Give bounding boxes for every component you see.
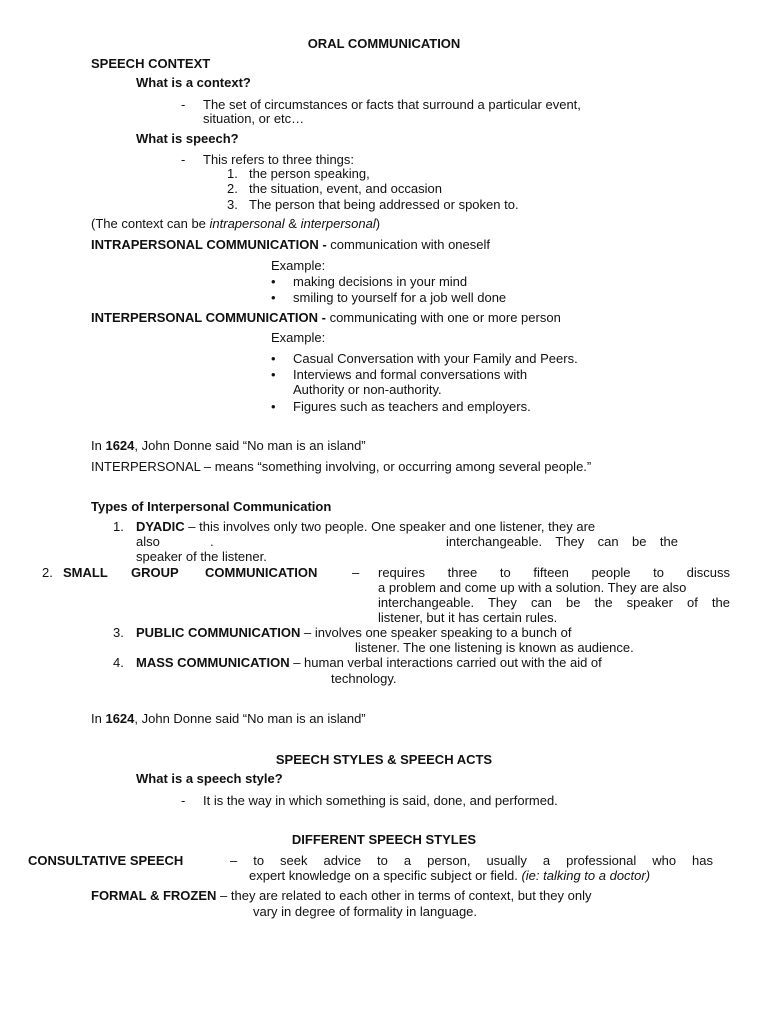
answer-speech-intro: This refers to three things: [203,152,355,167]
small-group-line1 [378,565,730,580]
consultative-line2 [249,868,650,883]
consultative-line2-text: expert knowledge on a specific subject or field. [249,868,522,883]
dyadic-line3: speaker of the listener. [136,549,267,564]
consultative-line1 [230,853,713,868]
quote-year: 1624 [105,438,135,453]
types-heading: Types of Interpersonal Communication [91,499,332,514]
quote-post: , John Donne said “No man is an island” [134,438,366,453]
small-group-word-1: SMALL [63,565,108,580]
context-note-pre: (The context can be [91,216,210,231]
list-item: • Figures such as teachers and employers. [293,399,531,414]
dyadic-line2c [446,534,678,549]
quote-pre: In [91,438,106,453]
small-group-line3 [378,595,730,610]
dyadic-line2b: . [210,534,214,549]
intrapersonal-def: communication with oneself [330,237,490,252]
list-item-number: 1. [227,166,238,181]
question-what-is-context: What is a context? [136,75,251,90]
dyadic-line1 [136,519,595,534]
interpersonal-definition [91,310,561,325]
interpersonal-def: communicating with one or more person [329,310,561,325]
small-group-word-2: GROUP [131,565,179,580]
list-item: • smiling to yourself for a job well done [293,290,506,305]
example-label: Example: [271,258,326,273]
dyadic-line2c-text: interchangeable. They can be the [446,534,678,549]
dash-marker: - [181,97,186,112]
context-note-interpersonal: interpersonal [300,216,376,231]
public-term: PUBLIC COMMUNICATION [136,625,301,640]
list-item-continued: Authority or non-authority. [293,382,442,397]
question-what-is-speech: What is speech? [136,131,239,146]
list-item: • Interviews and formal conversations with [293,367,527,382]
quote-year: 1624 [105,711,135,726]
list-item-number: 3. [227,197,238,212]
list-item-number: 1. [113,519,124,534]
formal-frozen-text: – they are related to each other in terms of context, but they only [216,888,592,903]
john-donne-quote [91,438,366,453]
list-item: • making decisions in your mind [293,274,467,289]
dash-marker: - [181,152,186,167]
mass-term: MASS COMMUNICATION [136,655,290,670]
context-note-intrapersonal: intrapersonal [209,216,285,231]
context-note [91,216,380,231]
list-item-number: 3. [113,625,124,640]
public-line1 [136,625,571,640]
question-what-is-speech-style: What is a speech style? [136,771,283,786]
list-item-number: 2. [42,565,53,580]
mass-line1 [136,655,602,670]
intrapersonal-definition [91,237,490,252]
answer-speech-style: It is the way in which something is said, done, and performed. [203,793,558,808]
section-heading-different-speech-styles: DIFFERENT SPEECH STYLES [291,832,477,847]
mass-text: – human verbal interactions carried out with the aid of [289,655,602,670]
small-group-line3-text: interchangeable. They can be the speaker of the [378,595,730,610]
list-item: • Casual Conversation with your Family and Peers. [293,351,578,366]
quote-post: , John Donne said “No man is an island” [134,711,366,726]
formal-frozen-line1 [91,888,591,903]
section-heading-speech-context: SPEECH CONTEXT [91,56,211,71]
list-item-text: The person that being addressed or spoken to. [249,197,519,212]
dash-marker: - [181,793,186,808]
answer-context-line2: situation, or etc… [203,111,305,126]
list-item-text: the situation, event, and occasion [249,181,442,196]
example-label: Example: [271,330,326,345]
consultative-line1-text: – to seek advice to a person, usually a professional who has [230,853,713,868]
consultative-example: (ie: talking to a doctor) [521,868,651,883]
interpersonal-meaning: INTERPERSONAL – means “something involving, or occurring among several people.” [91,459,592,474]
formal-frozen-term: FORMAL & FROZEN [91,888,217,903]
page-title: ORAL COMMUNICATION [307,36,461,51]
answer-context-line1: The set of circumstances or facts that surround a particular event, [203,97,581,112]
consultative-term: CONSULTATIVE SPEECH [28,853,184,868]
intrapersonal-term: INTRAPERSONAL COMMUNICATION - [91,237,331,252]
dyadic-line2a: also [136,534,160,549]
mass-line2: technology. [331,671,397,686]
quote-pre: In [91,711,106,726]
public-line2: listener. The one listening is known as audience. [355,640,634,655]
section-heading-speech-styles: SPEECH STYLES & SPEECH ACTS [275,752,493,767]
dyadic-text: – this involves only two people. One speaker and one listener, they are [184,519,596,534]
small-group-line2: a problem and come up with a solution. They are also [378,580,687,595]
list-item-number: 2. [227,181,238,196]
small-group-dash: – [352,565,360,580]
small-group-word-3: COMMUNICATION [205,565,318,580]
interpersonal-term: INTERPERSONAL COMMUNICATION - [91,310,330,325]
context-note-amp: & [284,216,301,231]
context-note-post: ) [375,216,381,231]
public-text: – involves one speaker speaking to a bunch of [300,625,572,640]
formal-frozen-line2: vary in degree of formality in language. [253,904,478,919]
john-donne-quote [91,711,366,726]
list-item-number: 4. [113,655,124,670]
list-item-text: the person speaking, [249,166,370,181]
dyadic-term: DYADIC [136,519,185,534]
small-group-line1-text: requires three to fifteen people to discuss [378,565,730,580]
small-group-line4: listener, but it has certain rules. [378,610,558,625]
